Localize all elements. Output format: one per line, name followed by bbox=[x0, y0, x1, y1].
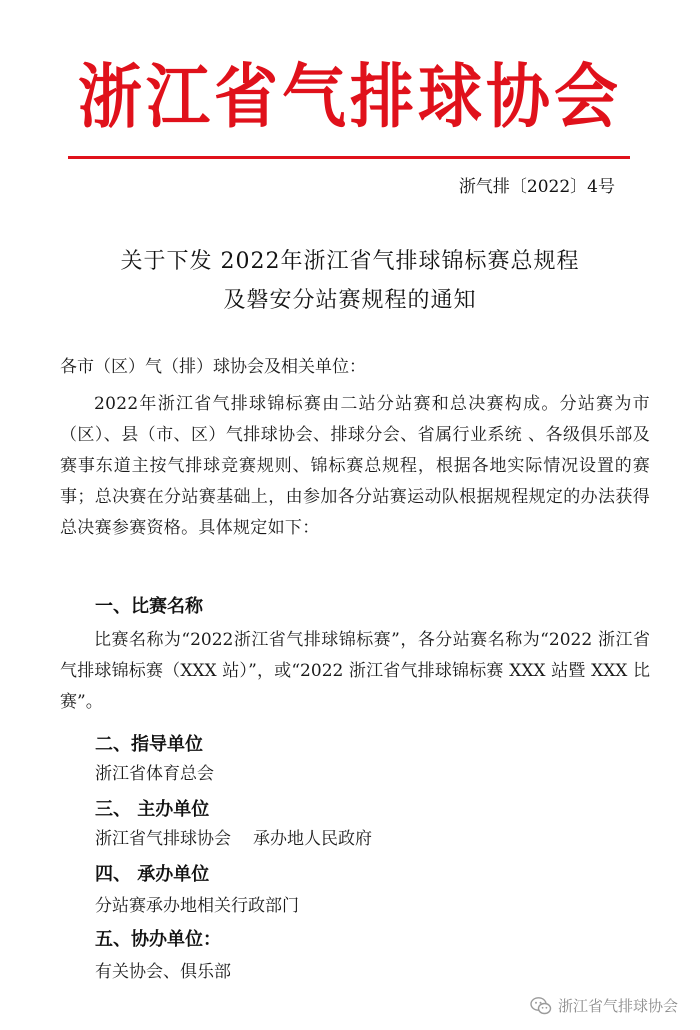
section-heading-name: 一、比赛名称 bbox=[95, 596, 203, 617]
host-org-secondary: 承办地人民政府 bbox=[253, 829, 372, 849]
section-heading-organizer: 四、 承办单位 bbox=[95, 864, 210, 885]
salutation: 各市（区）气（排）球协会及相关单位： bbox=[60, 357, 366, 377]
section-text-organizer: 分站赛承办地相关行政部门 bbox=[95, 896, 299, 916]
title-line-1: 关于下发 2022年浙江省气排球锦标赛总规程 bbox=[120, 249, 580, 274]
title-line-2: 及磐安分站赛规程的通知 bbox=[223, 288, 477, 313]
section-text-name: 比赛名称为“2022浙江省气排球锦标赛”，各分站赛名称为“2022 浙江省气排球锦标赛（XXX 站）”，或“2022 浙江省气排球锦标赛 XXX 站暨 XXX 比赛”。 bbox=[60, 630, 650, 712]
section-heading-guidance: 二、指导单位 bbox=[95, 734, 203, 755]
watermark bbox=[530, 995, 678, 1016]
intro-paragraph: 2022年浙江省气排球锦标赛由二站分站赛和总决赛构成。分站赛为市（区）、县（市、区）气排球协会、排球分会、省属行业系统 、各级俱乐部及赛事东道主按气排球竞赛规则、锦标赛总规程，根据各地实际情况设置的赛事；总决赛在分站赛基础上，由参加各分站赛运动队根据规程规定的办法获得总决赛参赛资格。具体规定如下： bbox=[60, 394, 650, 538]
masthead-org-name: 浙江省气排球协会 bbox=[78, 58, 622, 138]
wechat-icon bbox=[530, 996, 552, 1016]
watermark-text: 浙江省气排球协会 bbox=[557, 997, 678, 1015]
section-heading-host: 三、 主办单位 bbox=[95, 799, 210, 820]
section-text-guidance: 浙江省体育总会 bbox=[95, 764, 214, 784]
host-org-primary: 浙江省气排球协会 bbox=[95, 829, 231, 849]
section-text-co-organizer: 有关协会、俱乐部 bbox=[95, 962, 231, 982]
section-heading-co-organizer: 五、协办单位： bbox=[95, 929, 221, 950]
masthead-red-rule bbox=[68, 156, 630, 159]
section-text-host bbox=[95, 824, 635, 855]
document-number: 浙气排〔2022〕4号 bbox=[458, 177, 615, 197]
